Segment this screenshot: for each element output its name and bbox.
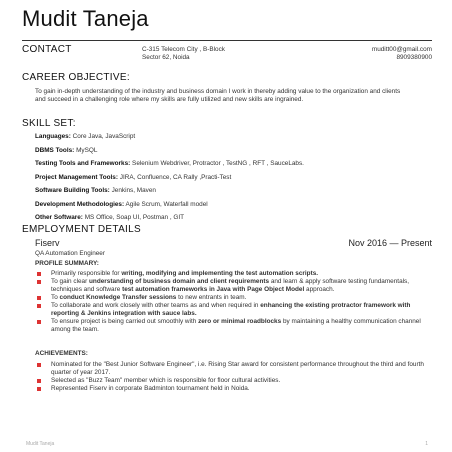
bullet-icon: [37, 320, 41, 324]
job-role: QA Automation Engineer: [35, 250, 105, 257]
employment-heading: EMPLOYMENT DETAILS: [22, 224, 141, 235]
skill-row: [35, 174, 304, 188]
skill-row: [35, 147, 304, 161]
skill-value: MySQL: [74, 146, 98, 154]
profile-summary-list: [35, 270, 427, 334]
skill-value: Agile Scrum, Waterfall model: [124, 200, 208, 208]
list-item: To gain clear understanding of business domain and client requirements and learn & apply software testing fundamentals, techniques and software test automation frameworks in Java with Page Object Model approach.: [35, 278, 427, 294]
skill-value: JIRA, Confluence, CA Rally ,Practi-Test: [117, 173, 232, 181]
bullet-icon: [37, 296, 41, 300]
address-line-1: C-315 Telecom City , B-Block: [142, 46, 225, 53]
skill-row: [35, 201, 304, 215]
list-item: To ensure project is being carried out smoothly with zero or minimal roadblocks by maintaining a healthy communication channel among the team.: [35, 318, 427, 334]
contact-heading: CONTACT: [22, 44, 72, 55]
skill-label: Project Management Tools:: [35, 173, 118, 181]
bullet-icon: [37, 272, 41, 276]
job-company: Fiserv: [35, 238, 60, 248]
achievements-heading: ACHIEVEMENTS:: [35, 350, 88, 357]
bullet-icon: [37, 280, 41, 284]
skill-label: Testing Tools and Frameworks:: [35, 160, 131, 167]
objective-text: To gain in-depth understanding of the industry and business domain I work in thereby adding value to the organization and clients and succeed in a challenging role where my skills are fully utilized and new skills are ingrained.: [35, 88, 401, 103]
skill-row: [35, 133, 304, 147]
list-item: To conduct Knowledge Transfer sessions to new entrants in team.: [35, 294, 427, 302]
skill-label: DBMS Tools:: [35, 146, 75, 154]
address-line-2: Sector 62, Noida: [142, 54, 190, 61]
footer-name: Mudit Taneja: [26, 441, 55, 447]
skill-label: Languages:: [35, 133, 71, 140]
skill-label: Software Building Tools:: [35, 187, 110, 194]
skill-row: [35, 160, 304, 174]
skill-value: Core Java, JavaScript: [70, 133, 136, 140]
list-item: Primarily responsible for writing, modifying and implementing the test automation scripts.: [35, 270, 427, 278]
objective-heading: CAREER OBJECTIVE:: [22, 72, 130, 83]
contact-details: [372, 46, 432, 62]
skills-list: [35, 133, 304, 228]
bullet-icon: [37, 363, 41, 367]
email[interactable]: muditt00@gmail.com: [371, 46, 432, 53]
bullet-icon: [37, 379, 41, 383]
skill-value: Selenium Webdriver, Protractor , TestNG , RFT , SauceLabs.: [130, 160, 304, 167]
resume-name: Mudit Taneja: [22, 6, 149, 31]
list-item: Represented Fiserv in corporate Badminton tournament held in Noida.: [35, 385, 427, 393]
skill-row: [35, 187, 304, 201]
skill-label: Other Software:: [35, 214, 83, 221]
phone: 8909380900: [396, 54, 432, 61]
bullet-icon: [37, 304, 41, 308]
address: [142, 46, 225, 62]
skill-value: MS Office, Soap UI, Postman , GIT: [82, 214, 185, 221]
skill-value: Jenkins, Maven: [109, 187, 156, 194]
page-number: 1: [425, 441, 428, 447]
skill-label: Development Methodologies:: [35, 200, 125, 208]
list-item: Selected as "Buzz Team" member which is responsible for floor cultural activities.: [35, 377, 427, 385]
bullet-icon: [37, 387, 41, 391]
job-dates: Nov 2016 — Present: [348, 238, 432, 248]
skills-heading: SKILL SET:: [22, 118, 76, 129]
divider: [22, 40, 432, 41]
list-item: Nominated for the "Best Junior Software Engineer", i.e. Rising Star award for consistent performance throughout the third and fourth quarter of year 2017.: [35, 361, 427, 377]
achievements-list: [35, 361, 427, 393]
list-item: To collaborate and work closely with other teams as and when required in enhancing the existing protractor framework with reporting & Jenkins integration with sauce labs.: [35, 302, 427, 318]
profile-summary-heading: PROFILE SUMMARY:: [35, 260, 99, 267]
